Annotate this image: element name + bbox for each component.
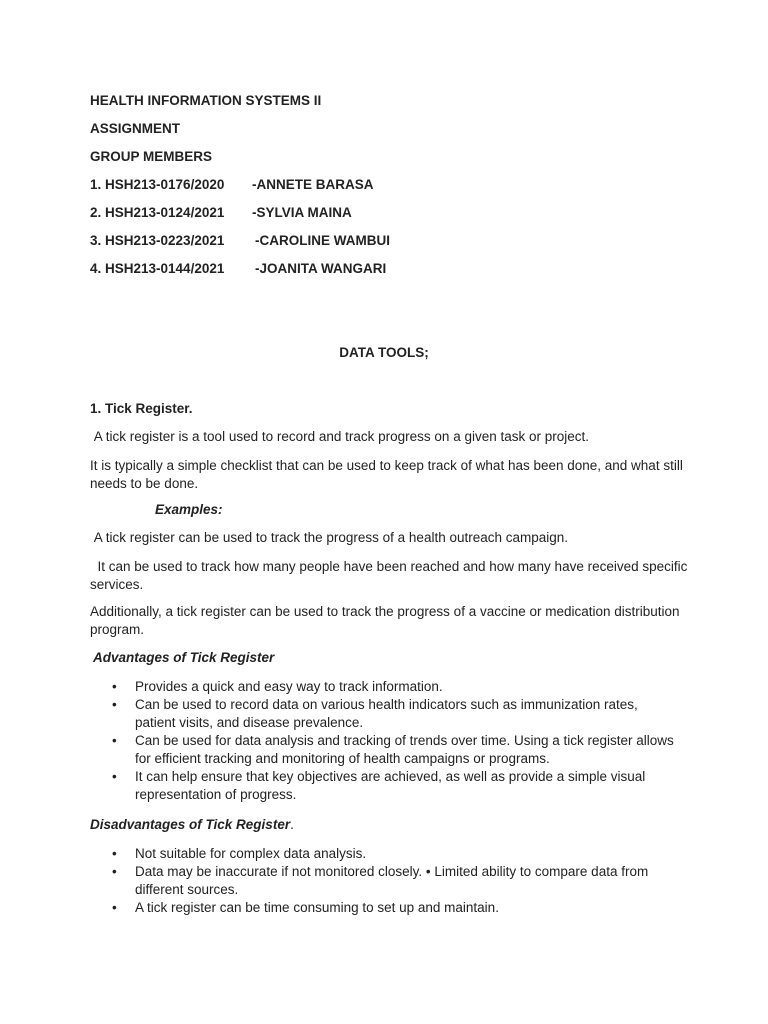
- member-row: [90, 204, 352, 222]
- list-item: [0, 863, 675, 899]
- disadvantage-text: Not suitable for complex data analysis.: [135, 846, 367, 861]
- member-name: -ANNETE BARASA: [252, 177, 374, 192]
- bullet-marker: •: [112, 846, 117, 861]
- advantage-text: It can help ensure that key objectives are achieved, as well as provide a simple visual representation of progress.: [135, 769, 646, 802]
- disadvantage-text: Data may be inaccurate if not monitored closely. • Limited ability to compare data from different sources.: [135, 864, 649, 897]
- disadvantages-label-period: .: [290, 817, 294, 832]
- disadvantages-label-text: Disadvantages of Tick Register: [90, 817, 291, 832]
- member-row: [90, 176, 374, 194]
- bullet-marker: •: [112, 900, 117, 915]
- description-paragraph: It is typically a simple checklist that can be used to keep track of what has been done, and what still needs to be done.: [90, 458, 687, 491]
- example-paragraph: Additionally, a tick register can be used to track the progress of a vaccine or medication distribution program.: [90, 604, 684, 637]
- advantages-label: Advantages of Tick Register: [93, 650, 275, 665]
- list-item: [0, 696, 675, 732]
- disadvantages-label: [90, 816, 294, 834]
- advantage-text: Can be used for data analysis and tracking of trends over time. Using a tick register allows for efficient tracking and monitoring of health campaigns or programs.: [135, 733, 674, 766]
- member-name: -CAROLINE WAMBUI: [255, 233, 390, 248]
- assignment-label: ASSIGNMENT: [90, 121, 181, 136]
- list-item: [0, 678, 675, 696]
- list-item: [0, 732, 675, 768]
- bullet-marker: •: [112, 679, 117, 694]
- advantage-text: Provides a quick and easy way to track information.: [135, 679, 443, 694]
- advantages-list: [0, 678, 768, 804]
- member-row: [90, 232, 390, 250]
- member-id: 3. HSH213-0223/2021: [90, 233, 225, 248]
- example-paragraph: A tick register can be used to track the progress of a health outreach campaign.: [90, 530, 569, 545]
- bullet-marker: •: [112, 697, 117, 712]
- group-members-label: GROUP MEMBERS: [90, 149, 213, 164]
- disadvantages-list: [0, 845, 768, 917]
- list-item: [0, 768, 675, 804]
- member-name: -SYLVIA MAINA: [252, 205, 352, 220]
- member-id: 1. HSH213-0176/2020: [90, 177, 225, 192]
- examples-label: Examples:: [155, 502, 223, 517]
- member-row: [90, 260, 387, 278]
- tick-register-heading: 1. Tick Register.: [90, 401, 193, 416]
- intro-paragraph: A tick register is a tool used to record and track progress on a given task or project.: [90, 429, 590, 444]
- course-title: HEALTH INFORMATION SYSTEMS II: [90, 93, 322, 108]
- list-item: [0, 845, 675, 863]
- member-id: 2. HSH213-0124/2021: [90, 205, 225, 220]
- bullet-marker: •: [112, 864, 117, 879]
- bullet-marker: •: [112, 769, 117, 784]
- example-paragraph: It can be used to track how many people have been reached and how many have received specific services.: [90, 559, 692, 592]
- list-item: [0, 899, 675, 917]
- disadvantage-text: A tick register can be time consuming to set up and maintain.: [135, 900, 499, 915]
- member-id: 4. HSH213-0144/2021: [90, 261, 225, 276]
- bullet-marker: •: [112, 733, 117, 748]
- section-title: DATA TOOLS;: [339, 345, 429, 360]
- advantage-text: Can be used to record data on various health indicators such as immunization rates, patient visits, and disease prevalence.: [135, 697, 638, 730]
- member-name: -JOANITA WANGARI: [255, 261, 387, 276]
